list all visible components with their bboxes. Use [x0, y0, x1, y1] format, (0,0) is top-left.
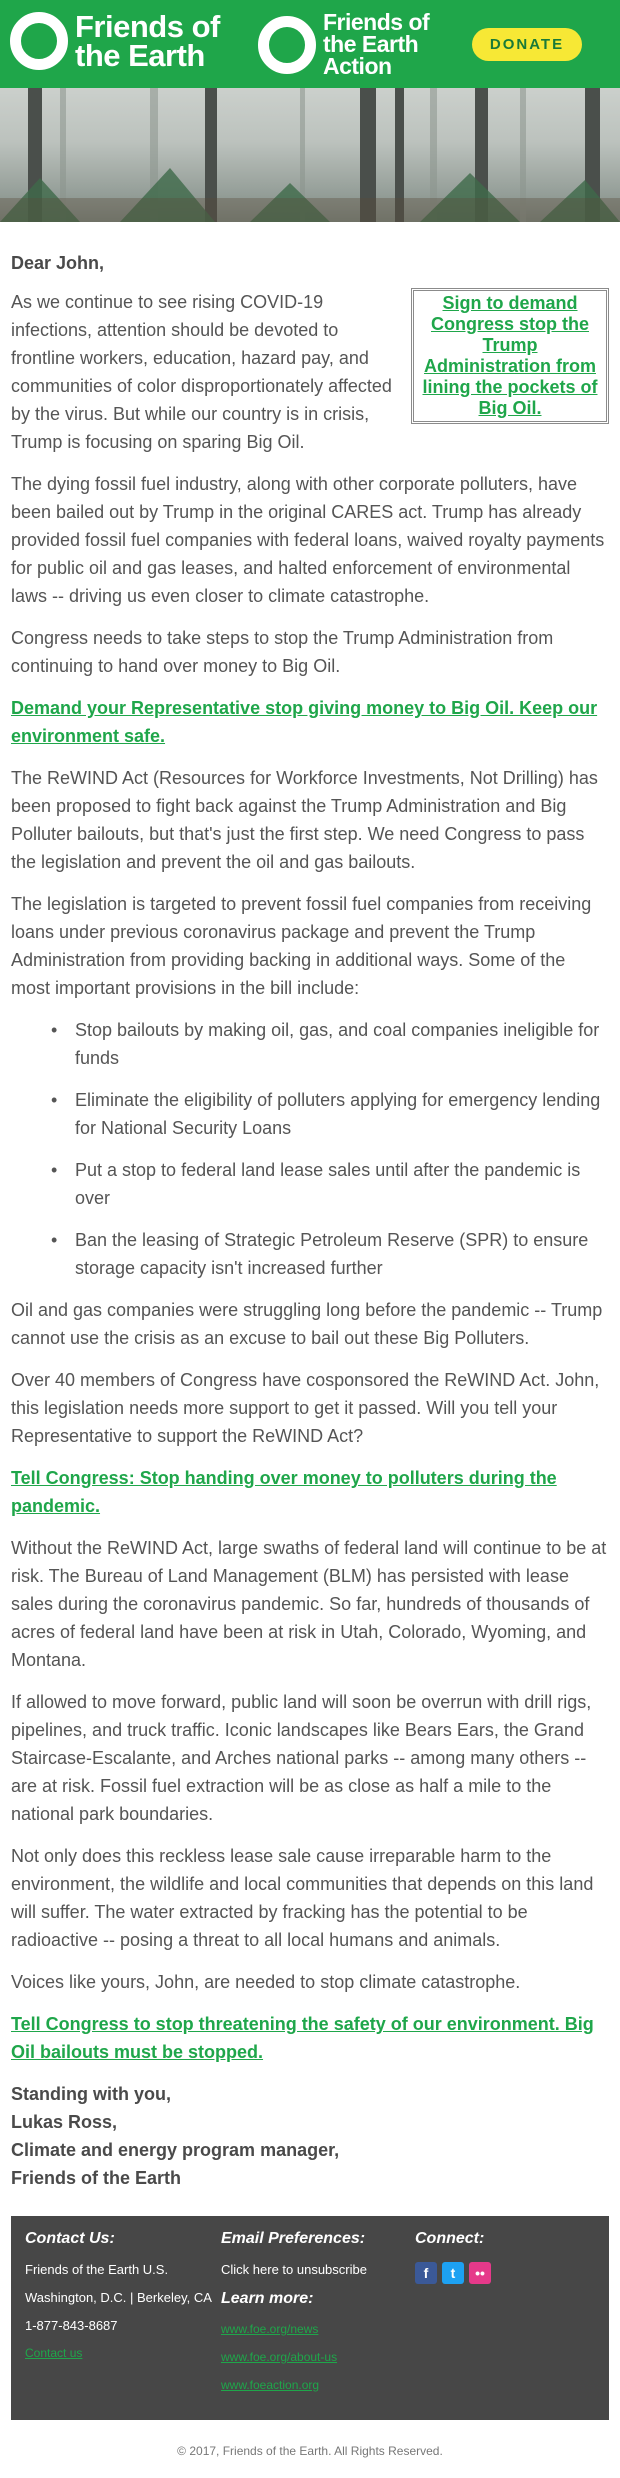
email-header — [0, 0, 620, 88]
org-name: Friends of the Earth U.S. — [25, 2262, 169, 2277]
cta-link-tell-congress[interactable]: Tell Congress: Stop handing over money to polluters during the pandemic. — [11, 1468, 557, 1516]
copyright: © 2017, Friends of the Earth. All Rights Reserved. — [177, 2444, 443, 2458]
footer-preferences — [221, 2230, 401, 2406]
footer-contact — [25, 2230, 215, 2374]
foe-logo[interactable] — [10, 9, 220, 74]
facebook-icon[interactable]: f — [415, 2262, 437, 2284]
paragraph-cosponsors: Over 40 members of Congress have cosponsored the ReWIND Act. John, this legislation needs more support to get it passed. Will you tell your Representative to support the ReWIND Act? — [11, 1370, 600, 1446]
cta-link-stop-bailouts[interactable]: Tell Congress to stop threatening the safety of our environment. Big Oil bailouts must be stopped. — [11, 2014, 594, 2062]
paragraph-rewind-act: The ReWIND Act (Resources for Workforce Investments, Not Drilling) has been proposed to fight back against the Trump Administration and Big Polluter bailouts, but that's just the first step. We need Congress to pass the legislation and prevent the oil and gas bailouts. — [11, 768, 598, 872]
sidebar-cta-box — [411, 288, 609, 424]
greeting: Dear John, — [11, 253, 105, 273]
sidebar-cta-link[interactable]: Sign to demand Congress stop the Trump Administration from lining the pockets of Big Oil. — [422, 293, 598, 418]
about-us-link[interactable]: www.foe.org/about-us — [221, 2350, 338, 2364]
paragraph-legislation: The legislation is targeted to prevent fossil fuel companies from receiving loans under previous coronavirus package and prevent the Trump Administration from providing backing in additional ways. Some of the most important provisions in the bill include: — [11, 894, 592, 998]
donate-button[interactable]: DONATE — [472, 28, 582, 61]
foe-logo-ring-icon — [10, 12, 68, 70]
signature: Standing with you, Lukas Ross, Climate and energy program manager, Friends of the Earth — [11, 2084, 340, 2188]
paragraph-drill-rigs: If allowed to move forward, public land will soon be overrun with drill rigs, pipelines, and truck traffic. Iconic landscapes like Bears Ears, the Grand Staircase-Escalante, and Arches national parks -- among many others -- are at risk. Fossil fuel extraction will be as close as half a mile to the national park boundaries. — [11, 1692, 592, 1824]
social-links — [415, 2262, 595, 2284]
paragraph-federal-land: Without the ReWIND Act, large swaths of federal land will continue to be at risk. The Bureau of Land Management (BLM) has persisted with lease sales during the coronavirus pandemic. So far, hundreds of thousands of acres of federal land have been at risk in Utah, Colorado, Wyoming, and Montana. — [11, 1538, 607, 1670]
foe-action-link[interactable]: www.foeaction.org — [221, 2378, 320, 2392]
connect-heading: Connect: — [415, 2230, 485, 2247]
org-phone: 1-877-843-8687 — [25, 2318, 118, 2333]
contact-heading: Contact Us: — [25, 2230, 115, 2247]
unsubscribe-link[interactable]: Click here to unsubscribe — [221, 2262, 367, 2277]
paragraph-intro: Sign to demand Congress stop the Trump Administration from lining the pockets of Big Oil. As we continue to see rising COVID-19 infections, attention should be devoted to frontline workers, education, hazard pay, and communities of color disproportionately affected by the virus. But while our country is in crisis, Trump is focusing on sparing Big Oil. — [11, 288, 609, 456]
email-body — [0, 253, 620, 2192]
cta-link-representative[interactable]: Demand your Representative stop giving money to Big Oil. Keep our environment safe. — [11, 698, 598, 746]
list-item: • Eliminate the eligibility of polluters applying for emergency lending for National Security Loans — [51, 1086, 609, 1142]
contact-us-link[interactable]: Contact us — [25, 2346, 83, 2360]
forest-illustration — [0, 88, 620, 222]
paragraph-congress: Congress needs to take steps to stop the Trump Administration from continuing to hand over money to Big Oil. — [11, 628, 554, 676]
list-item: • Ban the leasing of Strategic Petroleum Reserve (SPR) to ensure storage capacity isn't increased further — [51, 1226, 609, 1282]
hero-forest-image — [0, 88, 620, 222]
email-footer — [11, 2216, 609, 2420]
paragraph-fracking: Not only does this reckless lease sale cause irreparable harm to the environment, the wildlife and local communities that depends on this land will suffer. The water extracted by fracking has the potential to be radioactive -- posing a threat to all local humans and animals. — [11, 1846, 594, 1950]
list-item: • Put a stop to federal land lease sales until after the pandemic is over — [51, 1156, 609, 1212]
org-location: Washington, D.C. | Berkeley, CA — [25, 2290, 212, 2305]
paragraph-cares-act: The dying fossil fuel industry, along with other corporate polluters, have been bailed out by Trump in the original CARES act. Trump has already provided fossil fuel companies with federal loans, waived royalty payments for public oil and gas leases, and halted enforcement of environmental laws -- driving us even closer to climate catastrophe. — [11, 474, 605, 606]
foe-action-logo-text: Friends of the Earth Action — [323, 9, 430, 79]
foe-action-logo-ring-icon — [258, 16, 316, 74]
foe-action-logo[interactable] — [258, 9, 430, 79]
twitter-icon[interactable]: t — [442, 2262, 464, 2284]
paragraph-oil-gas: Oil and gas companies were struggling long before the pandemic -- Trump cannot use the crisis as an excuse to bail out these Big Polluters. — [11, 1300, 603, 1348]
paragraph-voices: Voices like yours, John, are needed to stop climate catastrophe. — [11, 1972, 521, 1992]
footer-connect — [415, 2230, 595, 2284]
provisions-list — [51, 1016, 609, 1282]
list-item: • Stop bailouts by making oil, gas, and coal companies ineligible for funds — [51, 1016, 609, 1072]
learn-more-heading: Learn more: — [221, 2290, 314, 2307]
flickr-icon[interactable]: •• — [469, 2262, 491, 2284]
preferences-heading: Email Preferences: — [221, 2230, 366, 2247]
foe-logo-text: Friends of the Earth — [75, 9, 220, 74]
news-link[interactable]: www.foe.org/news — [221, 2322, 319, 2336]
